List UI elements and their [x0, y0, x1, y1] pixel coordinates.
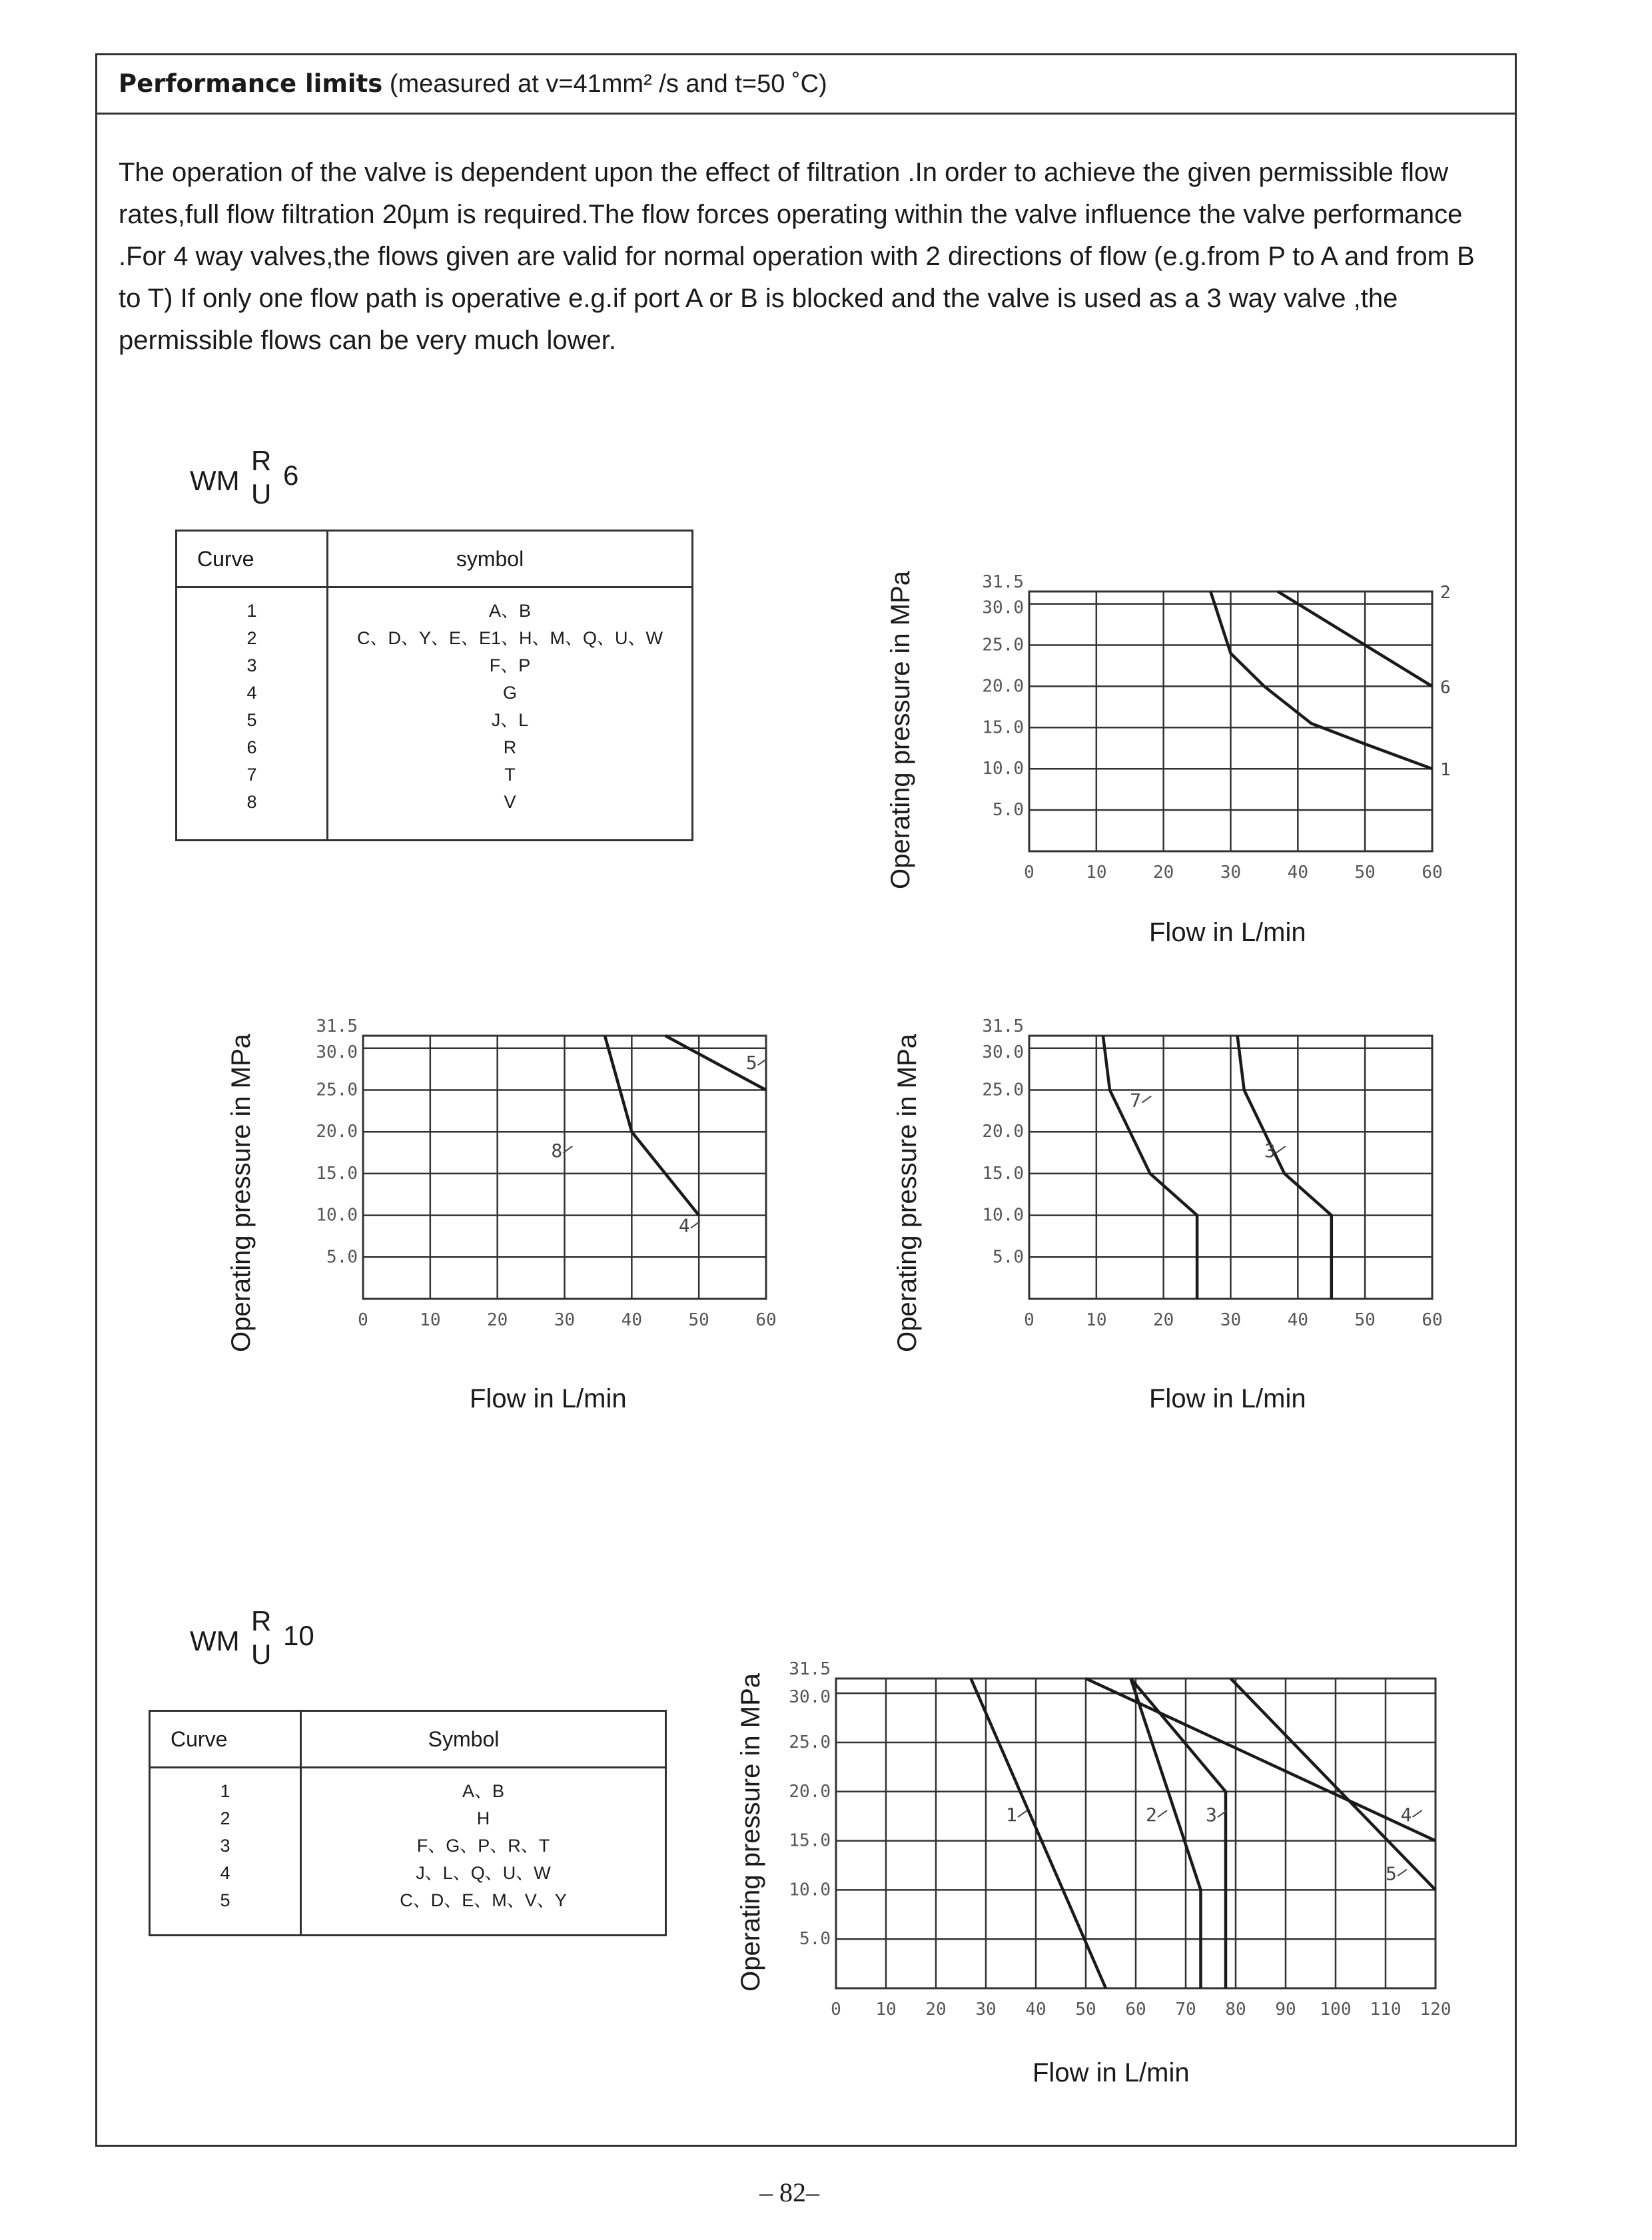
- x-tick-label: 0: [358, 1310, 368, 1330]
- x-tick-label: 10: [875, 2000, 897, 2020]
- y-axis-label: Operating pressure in MPa: [886, 570, 915, 889]
- x-tick-label: 10: [1086, 863, 1107, 883]
- y-tick-label: 5.0: [993, 1247, 1024, 1268]
- x-tick-label: 110: [1370, 2000, 1402, 2020]
- x-tick-label: 50: [688, 1310, 709, 1330]
- x-tick-label: 30: [1220, 863, 1242, 883]
- legend-curve-number: 3: [246, 655, 257, 675]
- legend-symbol-column: [301, 1768, 666, 1936]
- legend-header-curve: Curve: [150, 1711, 301, 1768]
- y-tick-label: 30.0: [982, 597, 1024, 618]
- x-tick-label: 10: [420, 1310, 441, 1330]
- curve-label-7: 7: [1130, 1089, 1142, 1112]
- x-tick-label: 60: [1125, 2000, 1146, 2020]
- curve-label-1: 1: [1006, 1804, 1017, 1826]
- y-tick-label: 31.5: [982, 1016, 1024, 1036]
- legend-curve-symbols: H: [476, 1808, 490, 1828]
- legend-curve-symbols: T: [504, 765, 516, 785]
- x-axis-label: Flow in L/min: [1032, 2058, 1190, 2087]
- x-tick-label: 20: [1153, 1310, 1174, 1330]
- legend-curve-column: [177, 587, 328, 841]
- legend-curve-symbols: J、L: [491, 710, 529, 730]
- legend-curve-symbols: F、G、P、R、T: [416, 1836, 550, 1856]
- y-tick-label: 5.0: [326, 1247, 358, 1268]
- x-tick-label: 50: [1075, 2000, 1096, 2020]
- model-size: 6: [283, 460, 299, 491]
- y-tick-label: 20.0: [982, 1122, 1024, 1142]
- x-axis-label: Flow in L/min: [1149, 1384, 1306, 1413]
- x-tick-label: 0: [1024, 1310, 1034, 1330]
- model-label-wm6: [190, 445, 323, 512]
- x-tick-label: 60: [1422, 863, 1443, 883]
- curve-label-3: 3: [1206, 1804, 1217, 1826]
- curve-5: [1231, 1679, 1436, 1890]
- x-tick-label: 40: [621, 1310, 642, 1330]
- curve-label-5: 5: [745, 1052, 757, 1074]
- legend-curve-symbols: V: [504, 792, 516, 812]
- model-variant-bottom: U: [251, 1639, 272, 1670]
- x-tick-label: 30: [1220, 1310, 1242, 1330]
- header-title-conditions: (measured at v=41mm² /s and t=50 ˚C): [389, 70, 827, 98]
- legend-curve-column: [150, 1768, 301, 1936]
- y-tick-label: 30.0: [982, 1042, 1024, 1062]
- curve-label-2: 2: [1440, 583, 1451, 603]
- y-tick-label: 25.0: [789, 1732, 831, 1752]
- y-tick-label: 5.0: [799, 1929, 831, 1950]
- x-tick-label: 20: [487, 1310, 508, 1330]
- curve-7: [1103, 1036, 1197, 1299]
- x-tick-label: 100: [1320, 2000, 1352, 2020]
- legend-curve-number: 1: [246, 601, 257, 621]
- legend-header-curve: Curve: [177, 531, 328, 587]
- legend-table-wm10: [149, 1710, 667, 1936]
- chart-wm6-curves-3-7: [946, 1016, 1452, 1342]
- header-title-bold: Performance limits: [119, 69, 383, 98]
- legend-curve-symbols: F、P: [489, 655, 531, 675]
- legend-header-symbol: Symbol: [301, 1711, 666, 1768]
- y-tick-label: 31.5: [789, 1659, 831, 1679]
- chart-wm6-curves-4-5-8: [280, 1016, 786, 1342]
- y-tick-label: 15.0: [789, 1830, 831, 1851]
- y-tick-label: 20.0: [789, 1781, 831, 1802]
- x-tick-label: 20: [925, 2000, 947, 2020]
- y-tick-label: 15.0: [316, 1163, 358, 1184]
- curve-label-4: 4: [678, 1214, 690, 1237]
- legend-curve-symbols: A、B: [462, 1781, 505, 1801]
- y-tick-label: 31.5: [316, 1016, 358, 1036]
- legend-curve-number: 8: [246, 792, 257, 812]
- model-variant-top: R: [251, 445, 272, 476]
- section-header: [95, 53, 1517, 115]
- x-tick-label: 70: [1175, 2000, 1196, 2020]
- legend-curve-symbols: R: [503, 737, 517, 757]
- curve-label-1: 1: [1440, 760, 1451, 781]
- y-tick-label: 15.0: [982, 717, 1024, 738]
- curve-label-6: 6: [1440, 677, 1451, 698]
- curve-label-3: 3: [1264, 1139, 1276, 1162]
- x-tick-label: 120: [1420, 2000, 1451, 2020]
- curve-label-2: 2: [1146, 1804, 1157, 1826]
- legend-curve-number: 5: [246, 710, 257, 730]
- x-tick-label: 40: [1025, 2000, 1046, 2020]
- y-tick-label: 15.0: [982, 1163, 1024, 1184]
- legend-curve-number: 4: [220, 1863, 230, 1883]
- x-tick-label: 80: [1225, 2000, 1246, 2020]
- legend-header-symbol: symbol: [328, 531, 693, 587]
- x-tick-label: 60: [1422, 1310, 1443, 1330]
- curve-label-8: 8: [551, 1139, 563, 1162]
- legend-curve-number: 5: [220, 1890, 230, 1910]
- model-prefix: WM: [190, 1625, 240, 1657]
- y-tick-label: 30.0: [316, 1042, 358, 1062]
- curve-label-leader: [1276, 1146, 1286, 1153]
- curve-label-4: 4: [1400, 1804, 1412, 1826]
- curve-label-leader: [1018, 1810, 1027, 1817]
- legend-curve-number: 6: [246, 737, 257, 757]
- x-axis-label: Flow in L/min: [1149, 918, 1306, 947]
- x-tick-label: 50: [1354, 1310, 1376, 1330]
- y-tick-label: 10.0: [982, 759, 1024, 779]
- curve-3: [1238, 1036, 1332, 1299]
- curve-8: [605, 1036, 699, 1216]
- x-tick-label: 0: [1024, 863, 1034, 883]
- legend-curve-number: 1: [220, 1781, 230, 1801]
- curve-label-leader: [1413, 1810, 1422, 1817]
- y-tick-label: 25.0: [982, 635, 1024, 655]
- model-prefix: WM: [190, 465, 240, 496]
- x-tick-label: 30: [975, 2000, 997, 2020]
- y-axis-label: Operating pressure in MPa: [226, 1033, 256, 1352]
- legend-curve-number: 7: [246, 765, 257, 785]
- model-variant-bottom: U: [251, 478, 272, 510]
- curve-2: [1131, 1679, 1201, 1988]
- x-tick-label: 50: [1354, 863, 1376, 883]
- y-axis-label: Operating pressure in MPa: [736, 1673, 765, 1992]
- y-tick-label: 10.0: [789, 1880, 831, 1900]
- y-tick-label: 25.0: [982, 1080, 1024, 1100]
- x-tick-label: 10: [1086, 1310, 1107, 1330]
- legend-table-wm6: [175, 530, 693, 841]
- chart-wm10-curves: [753, 1659, 1459, 2018]
- legend-curve-symbols: C、D、Y、E、E1、H、M、Q、U、W: [356, 628, 663, 648]
- x-tick-label: 60: [755, 1310, 777, 1330]
- chart-wm6-curves-1-2-6: [946, 573, 1452, 893]
- legend-curve-symbols: J、L、Q、U、W: [416, 1863, 551, 1883]
- legend-symbol-column: [328, 587, 693, 841]
- page-number: – 82–: [759, 2177, 819, 2207]
- y-tick-label: 20.0: [316, 1122, 358, 1142]
- curve-4: [1086, 1679, 1436, 1841]
- y-tick-label: 10.0: [982, 1205, 1024, 1226]
- x-tick-label: 40: [1287, 1310, 1308, 1330]
- x-tick-label: 40: [1287, 863, 1308, 883]
- legend-curve-symbols: G: [502, 683, 517, 703]
- y-tick-label: 10.0: [316, 1205, 358, 1226]
- y-axis-label: Operating pressure in MPa: [893, 1033, 922, 1352]
- y-tick-label: 30.0: [789, 1687, 831, 1708]
- curve-label-leader: [1142, 1096, 1151, 1103]
- legend-curve-symbols: A、B: [488, 601, 532, 621]
- legend-curve-number: 2: [246, 628, 257, 648]
- model-size: 10: [283, 1620, 314, 1651]
- curve-label-leader: [1158, 1810, 1167, 1817]
- x-axis-label: Flow in L/min: [470, 1384, 627, 1413]
- x-tick-label: 30: [554, 1310, 576, 1330]
- model-variant-top: R: [251, 1605, 272, 1637]
- intro-paragraph: The operation of the valve is dependent upon the effect of filtration .In order to achieve the given permissible flow rates,full flow filtration 20µm is required.The flow forces operating within the valve influence the valve performance .For 4 way valves,the flows given are valid for normal operation with 2 directions of flow (e.g.from P to A and from B to T) If only one flow path is operative e.g.if port A or B is blocked and the valve is used as a 3 way valve ,the permissible flows can be very much lower.: [119, 158, 1475, 355]
- y-tick-label: 25.0: [316, 1080, 358, 1100]
- y-tick-label: 20.0: [982, 676, 1024, 697]
- legend-curve-number: 4: [246, 683, 257, 703]
- legend-curve-symbols: C、D、E、M、V、Y: [400, 1890, 567, 1910]
- x-tick-label: 20: [1153, 863, 1174, 883]
- y-tick-label: 31.5: [982, 572, 1024, 592]
- legend-curve-number: 3: [220, 1836, 230, 1856]
- legend-curve-number: 2: [220, 1808, 230, 1828]
- x-tick-label: 90: [1275, 2000, 1296, 2020]
- curve-label-5: 5: [1386, 1862, 1397, 1885]
- model-label-wm10: [190, 1605, 336, 1672]
- curve-2: [1278, 591, 1432, 686]
- curve-label-leader: [1398, 1870, 1407, 1876]
- y-tick-label: 5.0: [993, 800, 1024, 821]
- x-tick-label: 0: [831, 2000, 841, 2020]
